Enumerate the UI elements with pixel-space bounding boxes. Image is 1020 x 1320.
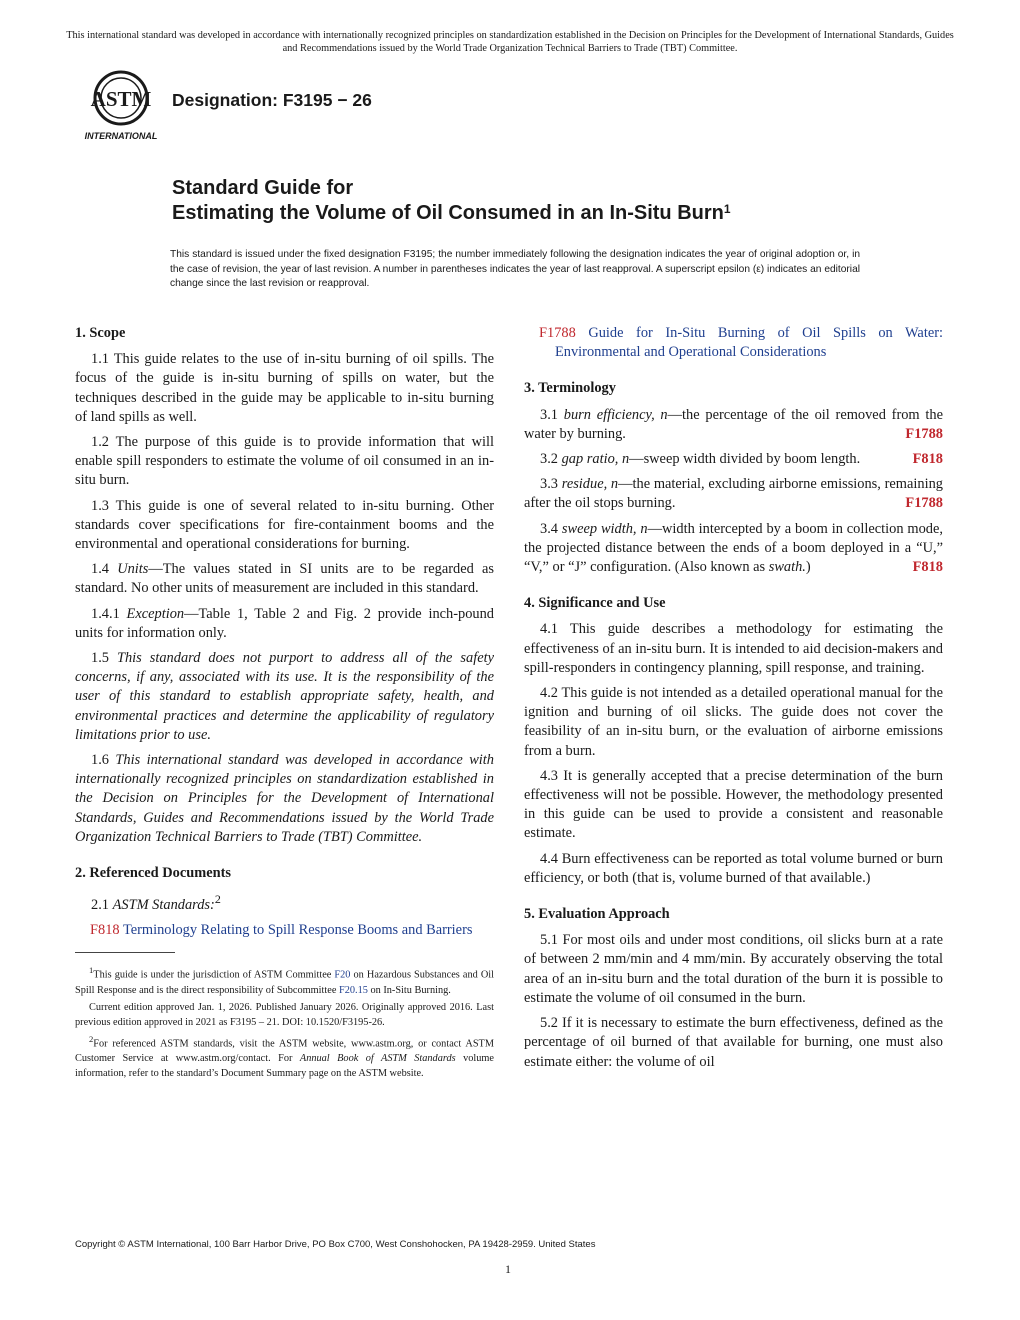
paragraph-text: This international standard was developed in accordance with internationally recognized principles on standardization established in the Decision on Principles for the Development of International Standards, Guides and Recommendations issued by the World Trade Organization Technical Barriers to Trade (TBT) Committee. [75,752,494,845]
definition-3-1 [524,406,943,444]
page-number: 1 [505,1262,511,1276]
paragraph-number: 1.4.1 [91,605,120,622]
source-reference[interactable]: F1788 [905,495,943,512]
reference-title-link[interactable]: Guide for In-Situ Burning of Oil Spills on Water: Environmental and Operational Considerations [555,325,943,361]
footnote-mark: 2 [89,1033,94,1044]
paragraph-2-1 [75,890,494,915]
paragraph-4-3: 4.3 It is generally accepted that a precise determination of the burn effectiveness will not be possible. However, the methodology presented in this guide can be used to provide a consistent and reasonable estimate. [524,767,943,842]
definition-3-2 [524,450,943,469]
reference-code[interactable]: F1788 [539,325,576,341]
title-line-2 [172,201,731,226]
paragraph-5-2: 5.2 If it is necessary to estimate the burn effectiveness, defined as the percentage of oil burned of that available for burning, one must also estimate either: the volume of oil [524,1015,943,1070]
footnote-text: on Hazardous Substances and Oil Spill Response and is the direct responsibility of Subcommittee [75,969,494,996]
footnote-mark: 1 [89,965,94,976]
reference-f818[interactable] [75,921,494,940]
paragraph-5-1: 5.1 For most oils and under most conditions, oil slicks burn at a rate of between 2 mm/min and 4 mm/min. By accurately observing the total area of an in-situ burn and the total duration of the burn it is possible to estimate the volume of oil consumed in the burn. [524,932,943,1006]
paragraph-number: 1.5 [91,650,109,667]
footnote-mark: 2 [214,892,221,907]
right-column [524,324,943,1078]
international-standard-notice: This international standard was developed in accordance with internationally recognized principles on standardization established in the Decision on Principles for the Development of International Standards, Guides and Recommendations issued by the World Trade Organization Technical Barriers to Trade (TBT) Committee. [66,30,954,54]
paragraph-1-6 [75,751,494,847]
term: ASTM Standards: [112,897,215,914]
term: sweep width, n [561,520,648,537]
source-reference[interactable]: F818 [912,451,943,468]
paragraph-1-1: 1.1 This guide relates to the use of in-situ burning of oil spills. The focus of the guide is in-situ burning of spills on water, but the techniques described in the guide may be applicable to in-situ burning of land spills as well. [75,351,494,425]
title-line-1: Standard Guide for [172,177,354,199]
footnote-divider [75,952,175,953]
paragraph-4-2: 4.2 This guide is not intended as a detailed operational manual for the ignition and burning of oil slicks. The guide does not cover the feasibility of an in-situ burn, or the evaluation of airborne emissions from a burn. [524,685,943,759]
paragraph-1-4-1 [75,605,494,643]
footnote-text: on In-Situ Burning. [367,984,451,996]
paragraph-number: 3.4 [540,520,558,537]
footnote-text: For referenced ASTM standards, visit the ASTM website, www.astm.org, or contact ASTM Customer Service at www.astm.org/contact. For [75,1038,494,1065]
section-heading-terminology: 3. Terminology [524,380,616,397]
paragraph-number: 3.2 [540,451,558,468]
term: Units [117,561,149,578]
footnote-italic: Annual Book of ASTM Standards [299,1053,456,1065]
footnote-2 [75,1032,494,1081]
footnote-text: volume information, refer to the standard’s Document Summary page on the ASTM website. [75,1053,494,1080]
logo-mark-text: ASTM [90,87,152,111]
paragraph-text: —The values stated in SI units are to be regarded as standard. No other units of measurement are included in this standard. [75,561,494,597]
reference-code[interactable]: F818 [90,922,120,939]
paragraph-1-3: 1.3 This guide is one of several related to in-situ burning. Other standards cover specifications for fire-containment booms and the environmental and operational considerations for burning. [75,497,494,553]
paragraph-number: 3.3 [540,476,558,493]
paragraph-number: 3.1 [540,406,558,423]
definition-text: —width intercepted by a boom in collection mode, the projected distance between the ends of a boom deployed in a “U,” “V,” or “J” configuration. (Also known as [524,520,943,576]
definition-italic: swath. [768,559,806,576]
section-heading-evaluation: 5. Evaluation Approach [524,906,670,923]
source-reference[interactable]: F1788 [905,425,943,442]
paragraph-number: 2.1 [91,897,109,914]
term: burn efficiency, n [563,406,668,423]
paragraph-1-5 [75,649,494,745]
left-column [75,324,494,1083]
paragraph-text: This standard does not purport to address all of the safety concerns, if any, associated with its use. It is the responsibility of the user of this standard to establish appropriate safety, health, and environmental practices and determine the applicability of regulatory limitations prior to use. [75,650,494,743]
paragraph-number: 1.4 [91,561,109,578]
reference-f1788[interactable] [524,324,943,362]
section-heading-referenced-documents: 2. Referenced Documents [75,865,231,882]
definition-text: —the percentage of the oil removed from the water by burning. [524,406,943,442]
subcommittee-link[interactable]: F20.15 [338,984,368,996]
footnote-text: This guide is under the jurisdiction of ASTM Committee [93,969,335,981]
copyright-line: Copyright © ASTM International, 100 Barr Harbor Drive, PO Box C700, West Conshohocken, PA 19428-2959. United States [75,1239,596,1250]
footnote-1-edition: Current edition approved Jan. 1, 2026. Published January 2026. Originally approved 2016. Last previous edition approved in 2021 as F3195 – 21. DOI: 10.1520/F3195-26. [75,1001,494,1028]
logo-sub-text: INTERNATIONAL [84,131,158,141]
issued-note: This standard is issued under the fixed designation F3195; the number immediately following the designation indicates the year of original adoption or, in the case of revision, the year of last revision. A number in parentheses indicates the year of last reapproval. A superscript epsilon (ε) indicates an editorial change since the last revision or reapproval. [170,249,860,289]
definition-text: ) [805,559,811,576]
title-text: Estimating the Volume of Oil Consumed in an In-Situ Burn [172,202,724,224]
term: residue, n [561,476,619,493]
title-footnote-mark: 1 [723,202,731,216]
definition-3-3 [524,475,943,513]
astm-logo-icon [78,70,164,144]
astm-international-logo [78,70,164,144]
paragraph-text: —Table 1, Table 2 and Fig. 2 provide inch-pound units for information only. [75,605,494,641]
section-heading-significance: 4. Significance and Use [524,595,666,612]
designation: Designation: F3195 − 26 [172,90,372,110]
paragraph-number: 1.6 [91,752,109,769]
paragraph-1-4 [75,560,494,598]
committee-link[interactable]: F20 [334,969,351,981]
paragraph-1-2: 1.2 The purpose of this guide is to provide information that will enable spill responders to estimate the volume of oil consumed in an in-situ burn. [75,434,494,489]
source-reference[interactable]: F818 [912,559,943,576]
term: Exception [126,605,185,622]
definition-text: —sweep width divided by boom length. [629,451,861,468]
document-title [172,176,731,226]
footnote-1 [75,963,494,997]
definition-3-4 [524,520,943,578]
definition-text: —the material, excluding airborne emissions, remaining after the oil stops burning. [524,476,943,512]
paragraph-4-4: 4.4 Burn effectiveness can be reported as total volume burned or burn efficiency, or both (that is, volume burned of that available.) [524,850,943,886]
reference-title-link[interactable]: Terminology Relating to Spill Response Booms and Barriers [122,922,473,939]
section-heading-scope: 1. Scope [75,325,126,341]
term: gap ratio, n [561,451,630,468]
paragraph-4-1: 4.1 This guide describes a methodology for estimating the effectiveness of an in-situ burn. It is intended to aid decision-makers and spill-responders in contingency planning, spill response, and training. [524,621,943,676]
